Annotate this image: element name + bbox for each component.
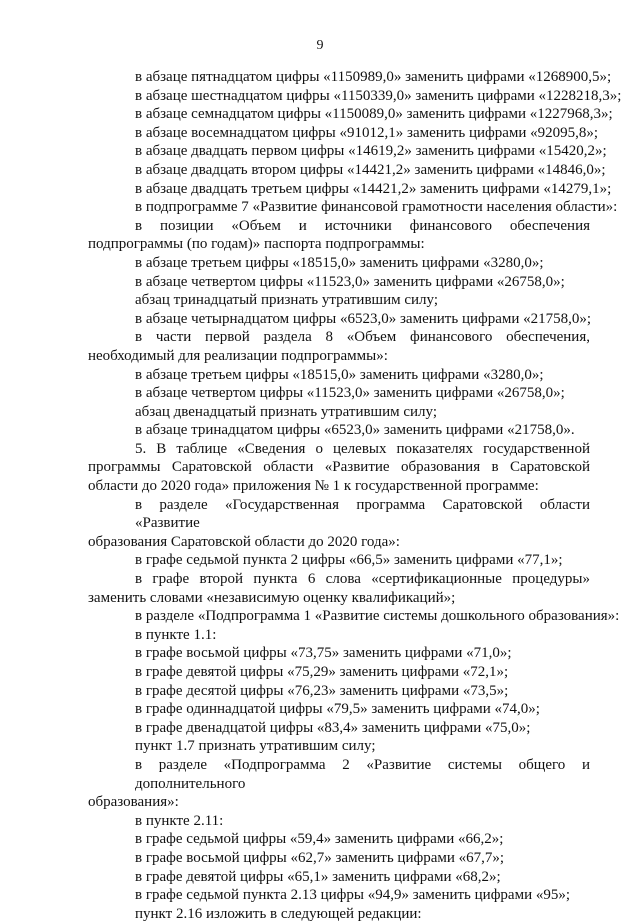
text-line: в графе девятой цифры «65,1» заменить цифрами «68,2»; [135,868,501,885]
page-number: 9 [316,38,324,53]
text-line: абзац тринадцатый признать утратившим силу; [135,292,438,309]
text-line: в графе седьмой пункта 2.13 цифры «94,9» заменить цифрами «95»; [135,887,571,904]
text-line: в разделе «Государственная программа Саратовской области «Развитие [135,496,590,532]
text-line: в графе седьмой пункта 2 цифры «66,5» заменить цифрами «77,1»; [135,552,563,569]
text-line: в абзаце двадцать втором цифры «14421,2» заменить цифрами «14846,0»; [135,161,606,178]
text-line: в абзаце пятнадцатом цифры «1150989,0» заменить цифрами «1268900,5»; [135,69,612,85]
text-line: в абзаце двадцать первом цифры «14619,2» заменить цифрами «15420,2»; [135,143,607,160]
text-line: в графе восьмой цифры «62,7» заменить цифрами «67,7»; [135,849,505,866]
text-line: абзац двенадцатый признать утратившим силу; [135,403,438,420]
text-line: заменить словами «независимую оценку квалификаций»; [88,589,456,606]
text-line: образования»: [88,794,179,811]
text-line: в разделе «Подпрограмма 1 «Развитие системы дошкольного образования»: [135,608,620,625]
text-line: в разделе «Подпрограмма 2 «Развитие системы общего и дополнительного [135,756,590,792]
text-line: в абзаце четырнадцатом цифры «6523,0» заменить цифрами «21758,0»; [135,310,592,327]
text-line: необходимый для реализации подпрограммы»: [88,347,388,364]
text-line: подпрограммы (по годам)» паспорта подпрограммы: [88,236,425,253]
text-line: в абзаце третьем цифры «18515,0» заменить цифрами «3280,0»; [135,254,544,271]
text-line: в графе седьмой цифры «59,4» заменить цифрами «66,2»; [135,831,504,848]
text-line: в абзаце восемнадцатом цифры «91012,1» заменить цифрами «92095,8»; [135,124,599,141]
text-line: в графе девятой цифры «75,29» заменить цифрами «72,1»; [135,664,509,680]
text-line: в абзаце четвертом цифры «11523,0» заменить цифрами «26758,0»; [135,385,565,402]
text-line: в графе двенадцатой цифры «83,4» заменить цифрами «75,0»; [135,719,531,736]
text-line: пункт 2.16 изложить в следующей редакции: [135,905,422,922]
text-line: в абзаце семнадцатом цифры «1150089,0» заменить цифрами «1227968,3»; [135,106,613,123]
text-line: в абзаце третьем цифры «18515,0» заменить цифрами «3280,0»; [135,366,544,383]
text-line: в пункте 1.1: [135,626,217,643]
text-line: в графе одиннадцатой цифры «79,5» заменить цифрами «74,0»; [135,701,540,718]
text-line: образования Саратовской области до 2020 года»: [88,533,400,550]
text-line: в подпрограмме 7 «Развитие финансовой грамотности населения области»: [135,199,618,216]
text-line: в графе второй пункта 6 слова «сертификационные процедуры» [135,571,590,588]
text-line: программы Саратовской области «Развитие образования в Саратовской [88,459,590,476]
text-line: в пункте 2.11: [135,812,224,829]
text-line: в абзаце шестнадцатом цифры «1150339,0» заменить цифрами «1228218,3»; [135,87,622,104]
text-line: в графе десятой цифры «76,23» заменить цифрами «73,5»; [135,682,509,699]
text-line: в позиции «Объем и источники финансового обеспечения [135,217,590,234]
text-line: в абзаце тринадцатом цифры «6523,0» заменить цифрами «21758,0». [135,422,575,439]
text-line: в части первой раздела 8 «Объем финансового обеспечения, [135,329,590,346]
text-line: 5. В таблице «Сведения о целевых показателях государственной [135,440,590,457]
text-line: пункт 1.7 признать утратившим силу; [135,738,376,755]
text-line: в абзаце двадцать третьем цифры «14421,2» заменить цифрами «14279,1»; [135,180,612,197]
text-line: в графе восьмой цифры «73,75» заменить цифрами «71,0»; [135,645,512,662]
text-line: в абзаце четвертом цифры «11523,0» заменить цифрами «26758,0»; [135,273,565,290]
document-body [0,68,640,923]
text-line: области до 2020 года» приложения № 1 к государственной программе: [88,478,539,495]
